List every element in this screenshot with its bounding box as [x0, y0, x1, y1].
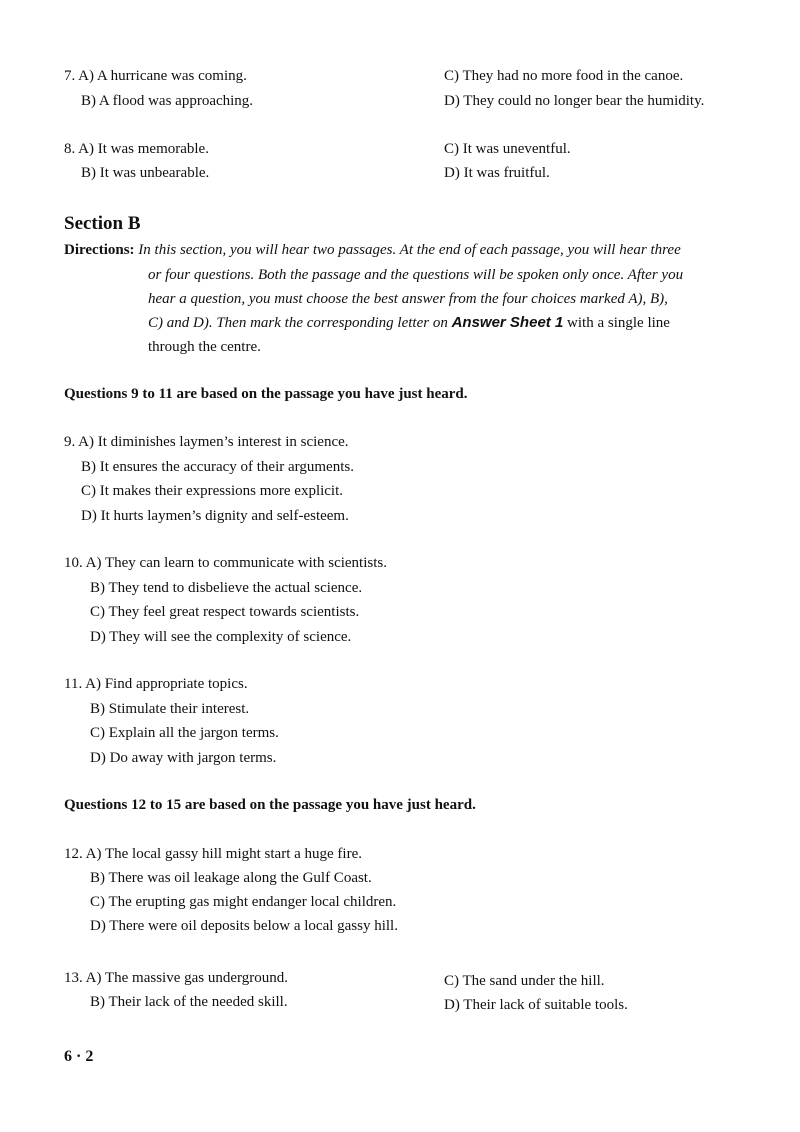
directions-line-1: In this section, you will hear two passages. At the end of each passage, you will hear three: [138, 242, 681, 258]
q13-option-a: 13. A) The massive gas underground.: [64, 970, 288, 986]
q11-option-c: C) Explain all the jargon terms.: [90, 725, 279, 741]
q8-option-d: D) It was fruitful.: [444, 165, 550, 181]
q10-option-c: C) They feel great respect towards scientists.: [90, 604, 360, 620]
q7-option-d: D) They could no longer bear the humidity.: [444, 93, 705, 109]
q10-option-d: D) They will see the complexity of science.: [90, 629, 352, 645]
q7-option-a: 7. A) A hurricane was coming.: [64, 68, 247, 84]
q12-option-a: 12. A) The local gassy hill might start a huge fire.: [64, 846, 362, 862]
q8-option-b: B) It was unbearable.: [81, 165, 210, 181]
directions-line-2: or four questions. Both the passage and the questions will be spoken only once. After you: [148, 267, 684, 283]
q8-option-a: 8. A) It was memorable.: [64, 141, 209, 157]
q11-option-b: B) Stimulate their interest.: [90, 701, 250, 717]
directions-line-4-end: with a single line: [567, 315, 670, 331]
section-title: Section B: [64, 213, 141, 234]
directions-label: Directions:: [64, 242, 135, 258]
q11-option-d: D) Do away with jargon terms.: [90, 750, 277, 766]
directions-line-4: C) and D). Then mark the corresponding letter on: [148, 315, 448, 331]
q9-option-d: D) It hurts laymen’s dignity and self-esteem.: [81, 508, 349, 524]
q8-option-c: C) It was uneventful.: [444, 141, 571, 157]
q7-option-b: B) A flood was approaching.: [81, 93, 254, 109]
directions-line-3: hear a question, you must choose the best answer from the four choices marked A), B),: [148, 291, 668, 307]
q12-option-b: B) There was oil leakage along the Gulf Coast.: [90, 870, 372, 886]
q13-option-b: B) Their lack of the needed skill.: [90, 994, 288, 1010]
q10-option-b: B) They tend to disbelieve the actual science.: [90, 580, 363, 596]
question-group-heading: Questions 9 to 11 are based on the passage you have just heard.: [64, 386, 468, 402]
directions-line-5: through the centre.: [148, 339, 261, 355]
q9-option-b: B) It ensures the accuracy of their arguments.: [81, 459, 354, 475]
page-number: 6 · 2: [64, 1048, 94, 1065]
q11-option-a: 11. A) Find appropriate topics.: [64, 676, 248, 692]
q13-option-d: D) Their lack of suitable tools.: [444, 997, 628, 1013]
q7-option-c: C) They had no more food in the canoe.: [444, 68, 684, 84]
q12-option-d: D) There were oil deposits below a local gassy hill.: [90, 918, 398, 934]
q13-option-c: C) The sand under the hill.: [444, 973, 605, 989]
q9-option-a: 9. A) It diminishes laymen’s interest in science.: [64, 434, 349, 450]
question-group-heading: Questions 12 to 15 are based on the passage you have just heard.: [64, 797, 476, 813]
q9-option-c: C) It makes their expressions more explicit.: [81, 483, 344, 499]
q10-option-a: 10. A) They can learn to communicate with scientists.: [64, 555, 387, 571]
answer-sheet-label: Answer Sheet 1: [451, 314, 564, 331]
q12-option-c: C) The erupting gas might endanger local children.: [90, 894, 397, 910]
